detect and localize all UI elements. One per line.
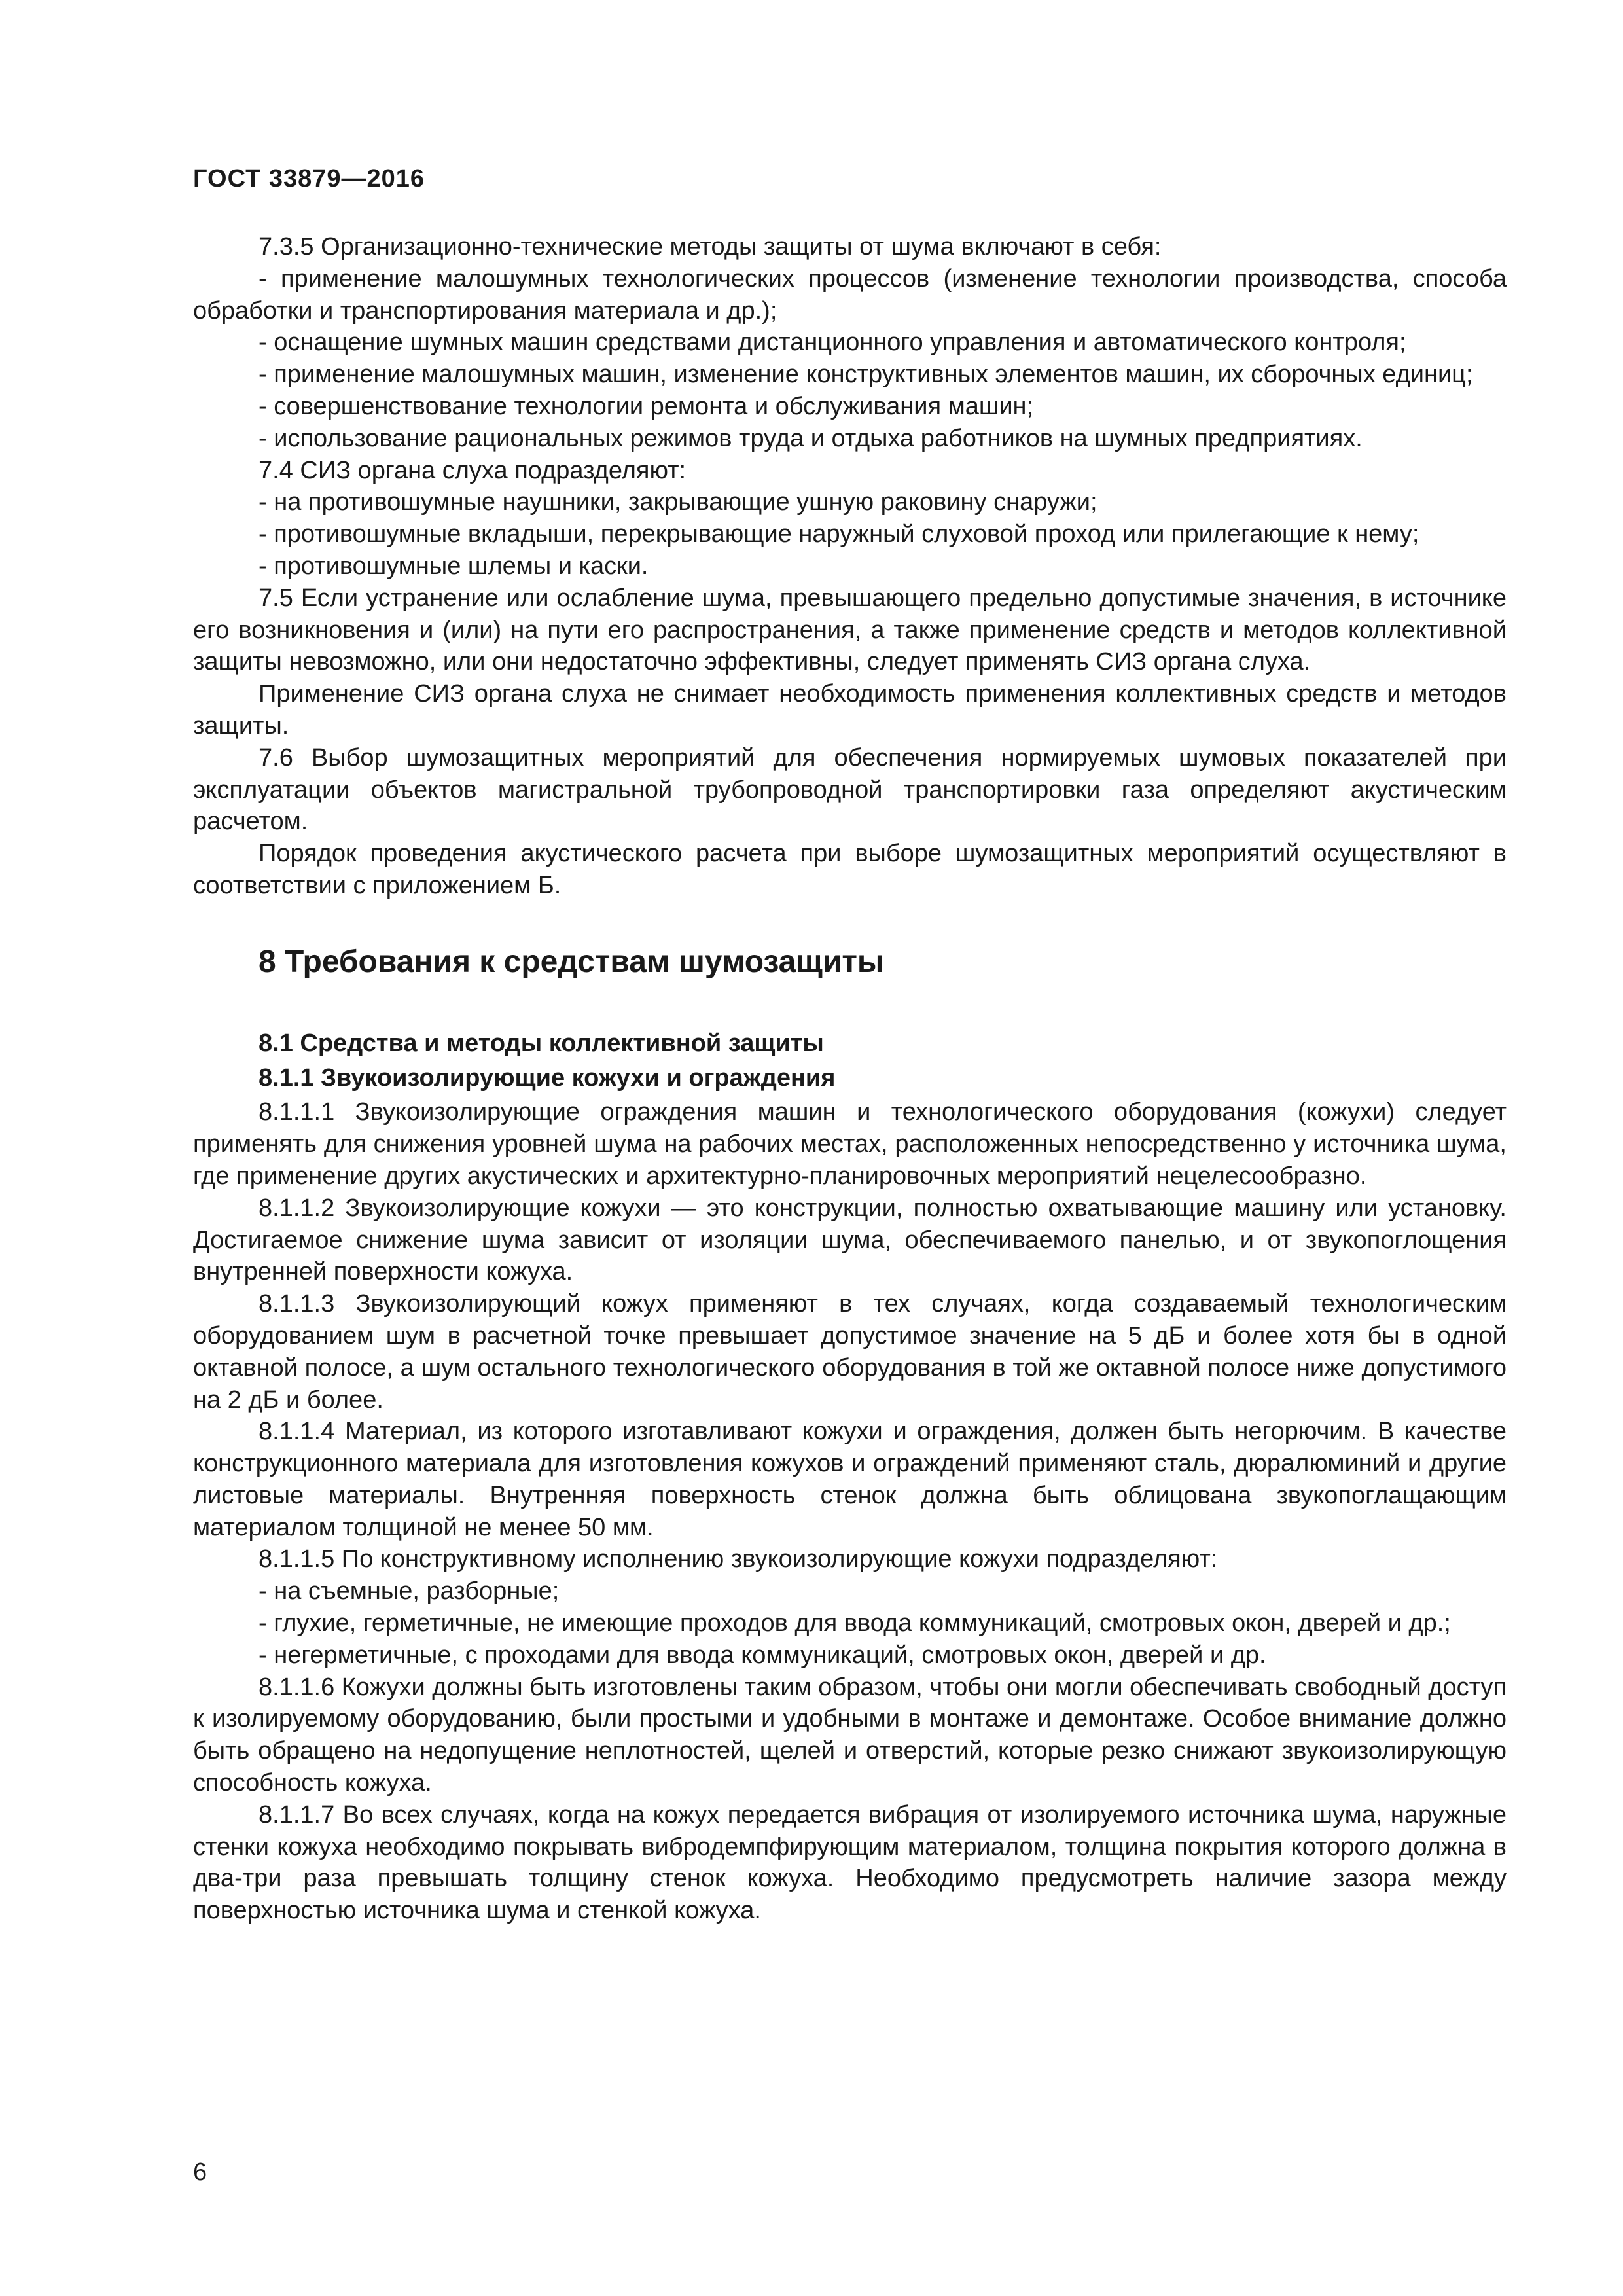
paragraph: 8.1.1.7 Во всех случаях, когда на кожух передается вибрация от изолируемого источника шума, наружные стенки кожуха необходимо покрывать вибродемпфирующим материалом, толщина покрытия которого должна в два-три раза превышать толщину стенок кожуха. Необходимо предусмотреть наличие зазора между поверхностью источника шума и стенкой кожуха. <box>193 1801 1507 1925</box>
paragraph: 7.4 СИЗ органа слуха подразделяют: <box>259 456 687 484</box>
subsection-title: 8.1 Средства и методы коллективной защиты <box>259 1029 824 1057</box>
paragraph: - на противошумные наушники, закрывающие ушную раковину снаружи; <box>259 488 1097 516</box>
paragraph: - оснащение шумных машин средствами дистанционного управления и автоматического контроля; <box>259 329 1406 357</box>
paragraph: - глухие, герметичные, не имеющие проходов для ввода коммуникаций, смотровых окон, дверей и др.; <box>259 1609 1451 1638</box>
paragraph: 8.1.1.3 Звукоизолирующий кожух применяют в тех случаях, когда создаваемый технологическим оборудованием шум в расчетной точке превышает допустимое значение на 5 дБ и более хотя бы в одной октавной полосе, а шум остального технологического оборудования в той же октавной полосе ниже допустимого на 2 дБ и более. <box>193 1290 1507 1414</box>
document-header: ГОСТ 33879—2016 <box>193 165 425 192</box>
paragraph: - совершенствование технологии ремонта и обслуживания машин; <box>259 392 1034 420</box>
paragraph: 7.3.5 Организационно-технические методы защиты от шума включают в себя: <box>259 233 1162 260</box>
paragraph: Порядок проведения акустического расчета при выборе шумозащитных мероприятий осуществляют в соответствии с приложением Б. <box>193 840 1507 899</box>
paragraph: - на съемные, разборные; <box>259 1577 560 1605</box>
paragraph: - использование рациональных режимов труда и отдыха работников на шумных предприятиях. <box>259 424 1363 452</box>
section-title: 8 Требования к средствам шумозащиты <box>259 944 884 979</box>
paragraph: 8.1.1.4 Материал, из которого изготавливают кожухи и ограждения, должен быть негорючим. В качестве конструкционного материала для изготовления кожухов и ограждений применяют сталь, дюралюминий и другие листовые материалы. Внутренняя поверхность стенок должна быть облицована звукопоглащающим материалом толщиной не менее 50 мм. <box>193 1418 1507 1541</box>
document-body <box>193 231 1507 1927</box>
paragraph: - противошумные шлемы и каски. <box>259 552 649 580</box>
paragraph: Применение СИЗ органа слуха не снимает необходимость применения коллективных средств и методов защиты. <box>193 680 1507 740</box>
paragraph: 8.1.1.2 Звукоизолирующие кожухи — это конструкции, полностью охватывающие машину или установку. Достигаемое снижение шума зависит от изоляции шума, обеспечиваемого панелью, и от звукопоглощения внутренней поверхности кожуха. <box>193 1194 1507 1286</box>
paragraph: 8.1.1.6 Кожухи должны быть изготовлены таким образом, чтобы они могли обеспечивать свободный доступ к изолируемому оборудованию, были простыми и удобными в монтаже и демонтаже. Особое внимание должно быть обращено на недопущение неплотностей, щелей и отверстий, которые резко снижают звукоизолирующую способность кожуха. <box>193 1673 1507 1797</box>
subsection-title: 8.1.1 Звукоизолирующие кожухи и ограждения <box>259 1064 836 1092</box>
paragraph: - применение малошумных технологических процессов (изменение технологии производства, способа обработки и транспортирования материала и др.); <box>193 264 1507 325</box>
paragraph: 7.6 Выбор шумозащитных мероприятий для обеспечения нормируемых шумовых показателей при эксплуатации объектов магистральной трубопроводной транспортировки газа определяют акустическим расчетом. <box>193 744 1507 836</box>
paragraph: 8.1.1.1 Звукоизолирующие ограждения машин и технологического оборудования (кожухи) следует применять для снижения уровней шума на рабочих местах, расположенных непосредственно у источника шума, где применение других акустических и архитектурно-планировочных мероприятий нецелесообразно. <box>193 1098 1507 1190</box>
paragraph: - применение малошумных машин, изменение конструктивных элементов машин, их сборочных единиц; <box>259 361 1473 389</box>
paragraph: - негерметичные, с проходами для ввода коммуникаций, смотровых окон, дверей и др. <box>259 1641 1266 1669</box>
paragraph: 7.5 Если устранение или ослабление шума, превышающего предельно допустимые значения, в источнике его возникновения и (или) на пути его распространения, а также применение средств и методов коллективной защиты невозможно, или они недостаточно эффективны, следует применять СИЗ органа слуха. <box>193 584 1507 676</box>
paragraph: - противошумные вкладыши, перекрывающие наружный слуховой проход или прилегающие к нему; <box>259 520 1419 548</box>
page-number: 6 <box>193 2159 207 2186</box>
paragraph: 8.1.1.5 По конструктивному исполнению звукоизолирующие кожухи подразделяют: <box>259 1545 1218 1573</box>
